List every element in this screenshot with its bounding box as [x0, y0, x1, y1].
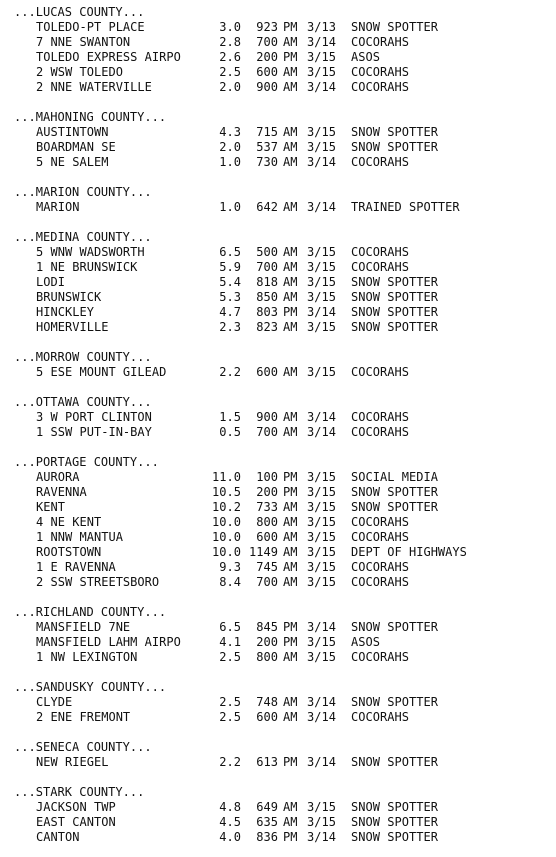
report-date: 3/15: [307, 245, 336, 259]
report-time: 850: [256, 290, 278, 304]
report-time: 748: [256, 695, 278, 709]
am-pm: PM: [283, 620, 298, 634]
report-row: [14, 80, 556, 95]
report-time: 600: [256, 65, 278, 79]
report-row: [14, 245, 556, 260]
report-time: 600: [256, 530, 278, 544]
snow-amount: 10.0: [212, 545, 241, 559]
report-time: 730: [256, 155, 278, 169]
report-time: 745: [256, 560, 278, 574]
snow-amount: 1.0: [219, 200, 241, 214]
report-row: [14, 140, 556, 155]
report-date: 3/15: [307, 560, 336, 574]
location-text: 5 ESE MOUNT GILEAD: [36, 365, 167, 379]
snow-amount: 4.0: [219, 830, 241, 844]
am-pm: PM: [283, 755, 298, 769]
report-date: 3/14: [307, 410, 336, 424]
report-row: [14, 560, 556, 575]
location-text: AUSTINTOWN: [36, 125, 109, 139]
section-spacer: [14, 335, 556, 350]
report-time: 823: [256, 320, 278, 334]
report-row: [14, 410, 556, 425]
section-spacer: [14, 590, 556, 605]
am-pm: AM: [283, 515, 298, 529]
report-time: 900: [256, 410, 278, 424]
report-time: 100: [256, 470, 278, 484]
report-date: 3/15: [307, 125, 336, 139]
report-source: COCORAHS: [351, 575, 409, 589]
report-time: 537: [256, 140, 278, 154]
report-row: [14, 635, 556, 650]
county-section: [14, 395, 556, 455]
am-pm: AM: [283, 650, 298, 664]
county-header: ...STARK COUNTY...: [14, 785, 145, 799]
snow-amount: 2.3: [219, 320, 241, 334]
location-text: 3 W PORT CLINTON: [36, 410, 152, 424]
report-row: [14, 695, 556, 710]
location-text: LODI: [36, 275, 65, 289]
report-time: 700: [256, 575, 278, 589]
report-date: 3/15: [307, 50, 336, 64]
snow-amount: 2.8: [219, 35, 241, 49]
report-source: COCORAHS: [351, 650, 409, 664]
location-text: 7 NNE SWANTON: [36, 35, 131, 49]
report-date: 3/15: [307, 530, 336, 544]
am-pm: AM: [283, 80, 298, 94]
location-text: EAST CANTON: [36, 815, 116, 829]
county-section: [14, 350, 556, 395]
snow-amount: 2.0: [219, 80, 241, 94]
snow-amount: 3.0: [219, 20, 241, 34]
report-source: SNOW SPOTTER: [351, 830, 438, 844]
am-pm: AM: [283, 245, 298, 259]
am-pm: PM: [283, 20, 298, 34]
report-time: 200: [256, 50, 278, 64]
report-source: COCORAHS: [351, 365, 409, 379]
location-text: CLYDE: [36, 695, 73, 709]
county-section: [14, 785, 556, 845]
am-pm: AM: [283, 125, 298, 139]
snow-amount: 10.0: [212, 530, 241, 544]
report-source: SNOW SPOTTER: [351, 755, 438, 769]
report-time: 818: [256, 275, 278, 289]
report-source: COCORAHS: [351, 80, 409, 94]
am-pm: AM: [283, 500, 298, 514]
report-row: [14, 815, 556, 830]
location-text: 5 NE SALEM: [36, 155, 109, 169]
section-spacer: [14, 170, 556, 185]
report-source: SNOW SPOTTER: [351, 695, 438, 709]
am-pm: AM: [283, 365, 298, 379]
report-row: [14, 710, 556, 725]
am-pm: PM: [283, 830, 298, 844]
snow-amount: 6.5: [219, 245, 241, 259]
report-source: TRAINED SPOTTER: [351, 200, 460, 214]
location-text: BRUNSWICK: [36, 290, 102, 304]
snow-amount: 10.0: [212, 515, 241, 529]
am-pm: AM: [283, 530, 298, 544]
snow-amount: 0.5: [219, 425, 241, 439]
report-source: COCORAHS: [351, 560, 409, 574]
report-time: 836: [256, 830, 278, 844]
am-pm: PM: [283, 470, 298, 484]
location-text: BOARDMAN SE: [36, 140, 116, 154]
am-pm: AM: [283, 545, 298, 559]
am-pm: AM: [283, 290, 298, 304]
report-row: [14, 320, 556, 335]
snow-amount: 5.3: [219, 290, 241, 304]
report-row: [14, 35, 556, 50]
report-time: 900: [256, 80, 278, 94]
report-time: 613: [256, 755, 278, 769]
section-spacer: [14, 215, 556, 230]
report-date: 3/14: [307, 200, 336, 214]
report-row: [14, 800, 556, 815]
am-pm: PM: [283, 635, 298, 649]
report-source: COCORAHS: [351, 155, 409, 169]
report-date: 3/15: [307, 470, 336, 484]
report-source: SNOW SPOTTER: [351, 140, 438, 154]
report-row: [14, 515, 556, 530]
am-pm: AM: [283, 695, 298, 709]
report-date: 3/15: [307, 500, 336, 514]
report-source: ASOS: [351, 635, 380, 649]
report-source: SNOW SPOTTER: [351, 320, 438, 334]
county-header: ...SANDUSKY COUNTY...: [14, 680, 167, 694]
location-text: 1 SSW PUT-IN-BAY: [36, 425, 152, 439]
report-row: [14, 65, 556, 80]
location-text: 2 ENE FREMONT: [36, 710, 131, 724]
report-row: [14, 125, 556, 140]
report-row: [14, 470, 556, 485]
snow-amount: 8.4: [219, 575, 241, 589]
location-text: 5 WNW WADSWORTH: [36, 245, 145, 259]
report-date: 3/15: [307, 800, 336, 814]
section-spacer: [14, 665, 556, 680]
location-text: HINCKLEY: [36, 305, 94, 319]
county-header: ...MAHONING COUNTY...: [14, 110, 167, 124]
section-spacer: [14, 725, 556, 740]
report-time: 923: [256, 20, 278, 34]
report-source: COCORAHS: [351, 515, 409, 529]
location-text: 1 E RAVENNA: [36, 560, 116, 574]
report-row: [14, 425, 556, 440]
report-row: [14, 275, 556, 290]
location-text: KENT: [36, 500, 65, 514]
report-source: COCORAHS: [351, 410, 409, 424]
report-time: 800: [256, 515, 278, 529]
snow-amount: 1.0: [219, 155, 241, 169]
snow-amount: 4.1: [219, 635, 241, 649]
location-text: MARION: [36, 200, 80, 214]
county-section: [14, 185, 556, 230]
report-row: [14, 20, 556, 35]
report-date: 3/15: [307, 575, 336, 589]
report-source: SNOW SPOTTER: [351, 305, 438, 319]
snow-amount: 4.5: [219, 815, 241, 829]
section-spacer: [14, 770, 556, 785]
snow-amount: 5.4: [219, 275, 241, 289]
report-time: 733: [256, 500, 278, 514]
am-pm: AM: [283, 815, 298, 829]
county-header: ...MORROW COUNTY...: [14, 350, 152, 364]
report-date: 3/14: [307, 80, 336, 94]
report-source: SNOW SPOTTER: [351, 20, 438, 34]
snow-amount: 2.2: [219, 755, 241, 769]
am-pm: AM: [283, 260, 298, 274]
am-pm: AM: [283, 35, 298, 49]
report-source: COCORAHS: [351, 245, 409, 259]
report-source: SNOW SPOTTER: [351, 500, 438, 514]
report-date: 3/15: [307, 320, 336, 334]
snow-amount: 6.5: [219, 620, 241, 634]
am-pm: PM: [283, 305, 298, 319]
report-time: 649: [256, 800, 278, 814]
report-row: [14, 545, 556, 560]
county-section: [14, 680, 556, 740]
county-header: ...LUCAS COUNTY...: [14, 5, 145, 19]
report-source: SNOW SPOTTER: [351, 800, 438, 814]
snow-amount: 2.5: [219, 710, 241, 724]
am-pm: AM: [283, 65, 298, 79]
county-section: [14, 740, 556, 785]
am-pm: AM: [283, 320, 298, 334]
location-text: 2 NNE WATERVILLE: [36, 80, 152, 94]
report-row: [14, 290, 556, 305]
report-row: [14, 365, 556, 380]
report-time: 200: [256, 635, 278, 649]
snow-amount: 4.3: [219, 125, 241, 139]
report-date: 3/15: [307, 260, 336, 274]
location-text: 4 NE KENT: [36, 515, 102, 529]
report-time: 600: [256, 710, 278, 724]
location-text: 1 NW LEXINGTON: [36, 650, 138, 664]
snow-amount: 4.8: [219, 800, 241, 814]
report-date: 3/15: [307, 140, 336, 154]
report-source: COCORAHS: [351, 425, 409, 439]
county-header: ...OTTAWA COUNTY...: [14, 395, 152, 409]
report-row: [14, 155, 556, 170]
location-text: RAVENNA: [36, 485, 87, 499]
report-source: COCORAHS: [351, 65, 409, 79]
report-source: SNOW SPOTTER: [351, 620, 438, 634]
report-row: [14, 620, 556, 635]
report-source: DEPT OF HIGHWAYS: [351, 545, 467, 559]
county-header: ...MEDINA COUNTY...: [14, 230, 152, 244]
report-source: SNOW SPOTTER: [351, 125, 438, 139]
county-header: ...RICHLAND COUNTY...: [14, 605, 167, 619]
report-date: 3/14: [307, 830, 336, 844]
report-row: [14, 200, 556, 215]
am-pm: PM: [283, 50, 298, 64]
am-pm: AM: [283, 155, 298, 169]
location-text: 2 WSW TOLEDO: [36, 65, 123, 79]
am-pm: AM: [283, 200, 298, 214]
report-date: 3/14: [307, 155, 336, 169]
report-row: [14, 650, 556, 665]
report-source: COCORAHS: [351, 530, 409, 544]
snow-amount: 10.2: [212, 500, 241, 514]
report-row: [14, 305, 556, 320]
location-text: NEW RIEGEL: [36, 755, 109, 769]
report-source: COCORAHS: [351, 710, 409, 724]
report-date: 3/14: [307, 305, 336, 319]
snow-amount: 2.5: [219, 695, 241, 709]
report-date: 3/15: [307, 485, 336, 499]
report-row: [14, 485, 556, 500]
am-pm: AM: [283, 575, 298, 589]
location-text: MANSFIELD 7NE: [36, 620, 131, 634]
county-section: [14, 230, 556, 350]
report-date: 3/14: [307, 425, 336, 439]
location-text: AURORA: [36, 470, 80, 484]
report-date: 3/13: [307, 20, 336, 34]
report-time: 500: [256, 245, 278, 259]
location-text: TOLEDO EXPRESS AIRPO: [36, 50, 181, 64]
snow-amount: 9.3: [219, 560, 241, 574]
report-source: SOCIAL MEDIA: [351, 470, 438, 484]
county-section: [14, 455, 556, 605]
report-source: ASOS: [351, 50, 380, 64]
report-date: 3/15: [307, 545, 336, 559]
am-pm: AM: [283, 710, 298, 724]
report-row: [14, 755, 556, 770]
am-pm: AM: [283, 560, 298, 574]
county-header: ...PORTAGE COUNTY...: [14, 455, 159, 469]
section-spacer: [14, 380, 556, 395]
report-date: 3/15: [307, 815, 336, 829]
report-date: 3/14: [307, 755, 336, 769]
am-pm: AM: [283, 800, 298, 814]
report-time: 635: [256, 815, 278, 829]
report-row: [14, 500, 556, 515]
county-header: ...SENECA COUNTY...: [14, 740, 152, 754]
report-time: 700: [256, 425, 278, 439]
location-text: 1 NNW MANTUA: [36, 530, 123, 544]
snow-amount: 2.5: [219, 65, 241, 79]
report-date: 3/14: [307, 620, 336, 634]
report-source: SNOW SPOTTER: [351, 485, 438, 499]
county-section: [14, 605, 556, 680]
report-source: COCORAHS: [351, 35, 409, 49]
report-row: [14, 530, 556, 545]
location-text: MANSFIELD LAHM AIRPO: [36, 635, 181, 649]
am-pm: PM: [283, 485, 298, 499]
report-date: 3/14: [307, 35, 336, 49]
snow-amount: 1.5: [219, 410, 241, 424]
am-pm: AM: [283, 425, 298, 439]
report-source: COCORAHS: [351, 260, 409, 274]
location-text: 1 NE BRUNSWICK: [36, 260, 138, 274]
snow-amount: 2.2: [219, 365, 241, 379]
county-section: [14, 5, 556, 110]
report-date: 3/15: [307, 365, 336, 379]
report-time: 1149: [249, 545, 278, 559]
report-time: 715: [256, 125, 278, 139]
snow-amount: 2.6: [219, 50, 241, 64]
location-text: HOMERVILLE: [36, 320, 109, 334]
location-text: JACKSON TWP: [36, 800, 116, 814]
report-time: 700: [256, 260, 278, 274]
county-section: [14, 110, 556, 185]
section-spacer: [14, 95, 556, 110]
report-date: 3/14: [307, 695, 336, 709]
am-pm: AM: [283, 140, 298, 154]
report-date: 3/15: [307, 515, 336, 529]
snow-amount: 10.5: [212, 485, 241, 499]
am-pm: AM: [283, 410, 298, 424]
report-source: SNOW SPOTTER: [351, 290, 438, 304]
report-date: 3/14: [307, 710, 336, 724]
report-time: 642: [256, 200, 278, 214]
report-time: 200: [256, 485, 278, 499]
section-spacer: [14, 440, 556, 455]
report-row: [14, 50, 556, 65]
report-row: [14, 830, 556, 845]
report-time: 600: [256, 365, 278, 379]
snow-amount: 11.0: [212, 470, 241, 484]
snow-amount: 2.5: [219, 650, 241, 664]
report-time: 803: [256, 305, 278, 319]
report-date: 3/15: [307, 650, 336, 664]
county-header: ...MARION COUNTY...: [14, 185, 152, 199]
snow-amount: 4.7: [219, 305, 241, 319]
report-date: 3/15: [307, 290, 336, 304]
report-source: SNOW SPOTTER: [351, 275, 438, 289]
location-text: 2 SSW STREETSBORO: [36, 575, 160, 589]
report-date: 3/15: [307, 275, 336, 289]
report-time: 700: [256, 35, 278, 49]
report-row: [14, 575, 556, 590]
report-date: 3/15: [307, 65, 336, 79]
location-text: TOLEDO-PT PLACE: [36, 20, 145, 34]
am-pm: AM: [283, 275, 298, 289]
snow-amount: 5.9: [219, 260, 241, 274]
report-time: 800: [256, 650, 278, 664]
report-row: [14, 260, 556, 275]
report-source: SNOW SPOTTER: [351, 815, 438, 829]
snow-amount: 2.0: [219, 140, 241, 154]
location-text: ROOTSTOWN: [36, 545, 102, 559]
location-text: CANTON: [36, 830, 80, 844]
report-time: 845: [256, 620, 278, 634]
report-date: 3/15: [307, 635, 336, 649]
